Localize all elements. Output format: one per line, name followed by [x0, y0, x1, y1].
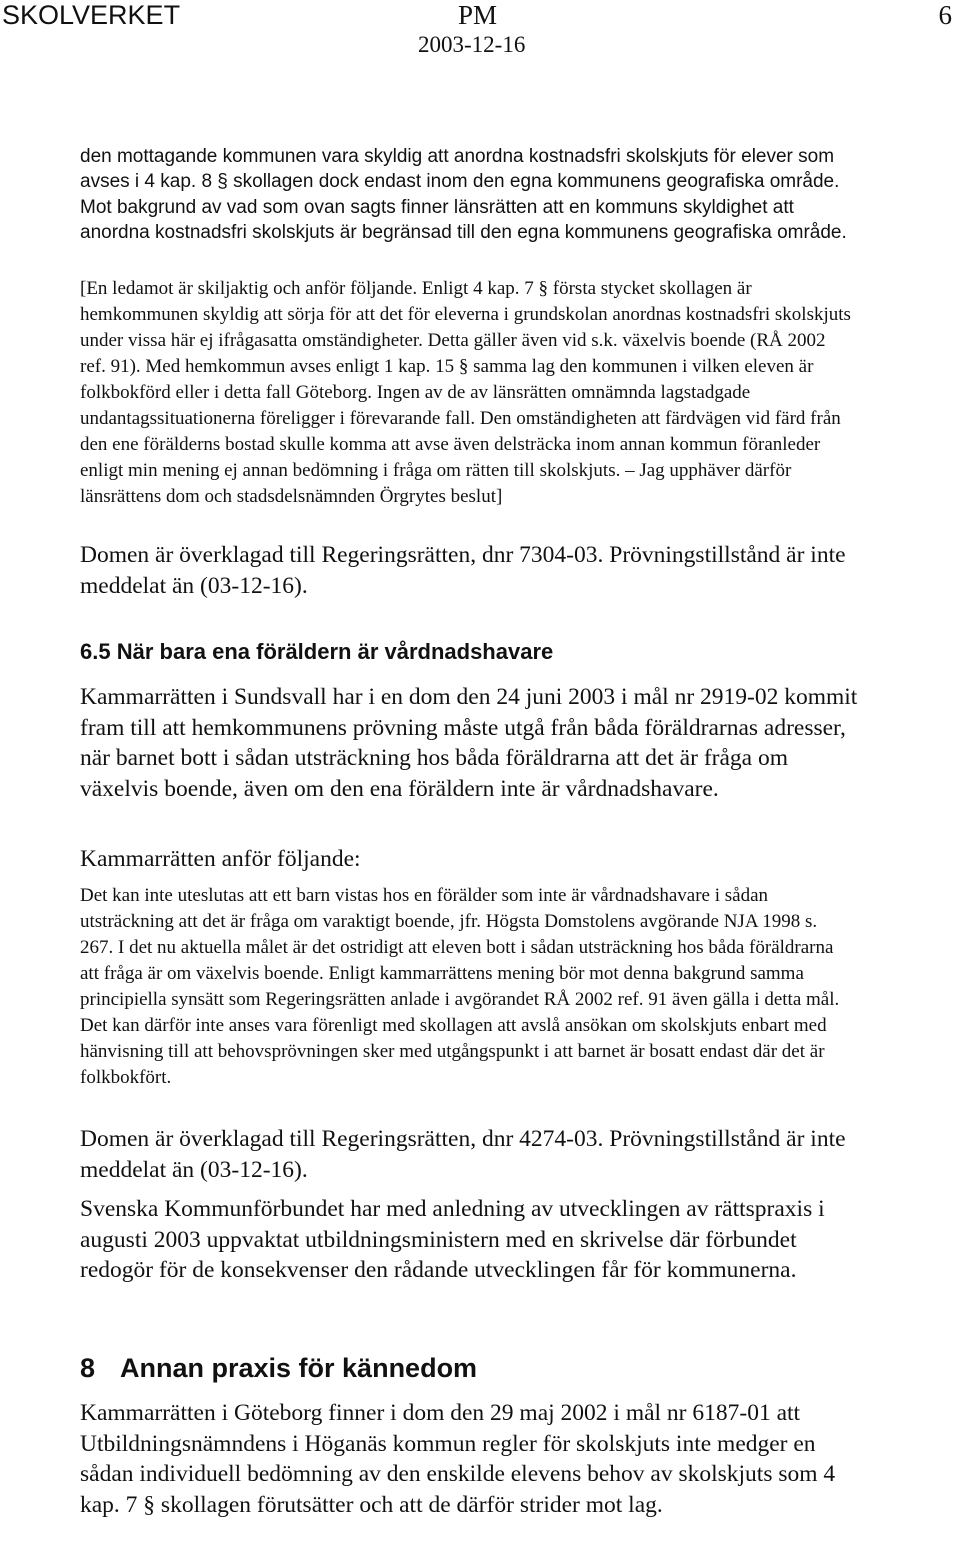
paragraph-kommunforbundet: Svenska Kommunförbundet har med anledning av utvecklingen av rättspraxis i augusti 2003 uppvaktat utbildningsministern med en skrivelse där förbundet redogör för de konsekvenser den rådande utvecklingen får för kommunerna. [80, 1196, 825, 1283]
paragraph-kammarratten-anfor: Kammarrätten anför följande: [80, 846, 361, 872]
section-heading-6-5 [80, 638, 553, 666]
paragraph-lansratten-reasoning: den mottagande kommunen vara skyldig att anordna kostnadsfri skolskjuts för elever som avses i 4 kap. 8 § skollagen dock endast inom den egna kommunens geografiska område. Mot bakgrund av vad som ovan sagts finner länsrätten att en kommuns skyldighet att anordna kostnadsfri skolskjuts är begränsad till den egna kommunens geografiska område. [80, 146, 847, 244]
section-title: När bara ena föräldern är vårdnadshavare [116, 639, 554, 664]
section-heading-8 [80, 1352, 477, 1384]
section-title: Annan praxis för kännedom [120, 1353, 478, 1383]
document-code: PM [458, 0, 498, 30]
paragraph-court-quote: Det kan inte uteslutas att ett barn vistas hos en förälder som inte är vårdnadshavare i sådan utsträckning att det är fråga om varaktigt boende, jfr. Högsta Domstolens avgörande NJA 1998 s. 267. I det nu aktuella målet är det ostridigt att eleven bott i sådan utsträckning hos båda föräldrarna att fråga är om växelvis boende. Enligt kammarrättens mening bör mot denna bakgrund samma principiella synsätt som Regeringsrätten anlade i avgörandet RÅ 2002 ref. 91 även gälla i detta mål. Det kan därför inte anses vara förenligt med skollagen att avslå ansökan om skolskjuts enbart med hänvisning till att behovsprövningen sker med utgångspunkt i att barnet är bosatt endast där det är folkbokfört. [80, 885, 840, 1088]
section-number: 6.5 [80, 639, 111, 664]
page-header [0, 0, 960, 60]
header-date: 2003-12-16 [418, 32, 526, 57]
organization-name: SKOLVERKET [2, 0, 181, 30]
paragraph-appeal-status-1: Domen är överklagad till Regeringsrätten, dnr 7304-03. Prövningstillstånd är inte meddelat än (03-12-16). [80, 542, 846, 599]
paragraph-kammarratten-goteborg: Kammarrätten i Göteborg finner i dom den 29 maj 2002 i mål nr 6187-01 att Utbildningsnämndens i Höganäs kommun regler för skolskjuts inte medger en sådan individuell bedömning av den enskilde elevens behov av skolskjuts som 4 kap. 7 § skollagen förutsätter och att de därför strider mot lag. [80, 1400, 836, 1518]
paragraph-kammarratten-sundsvall: Kammarrätten i Sundsvall har i en dom den 24 juni 2003 i mål nr 2919-02 kommit fram till att hemkommunens prövning måste utgå från båda föräldrarnas adresser, när barnet bott i sådan utsträckning hos båda föräldrarna att det är fråga om växelvis boende, även om den ena föräldern inte är vårdnadshavare. [80, 684, 858, 802]
page-number: 6 [938, 0, 952, 30]
paragraph-appeal-status-2: Domen är överklagad till Regeringsrätten, dnr 4274-03. Prövningstillstånd är inte meddelat än (03-12-16). [80, 1126, 846, 1183]
section-number: 8 [80, 1353, 96, 1383]
paragraph-dissenting-opinion: [En ledamot är skiljaktig och anför följande. Enligt 4 kap. 7 § första stycket skollagen är hemkommunen skyldig att sörja för att det för eleverna i grundskolan anordnas kostnadsfri skolskjuts under vissa här ej ifrågasatta omständigheter. Detta gäller även vid s.k. växelvis boende (RÅ 2002 ref. 91). Med hemkommun avses enligt 1 kap. 15 § samma lag den kommunen i vilken eleven är folkbokförd eller i detta fall Göteborg. Ingen av de av länsrätten omnämnda lagstadgade undantagssituationerna föreligger i förevarande fall. Den omständigheten att färdvägen vid färd från den ene förälderns bostad skulle komma att avse även delsträcka inom annan kommun föranleder enligt min mening ej annan bedömning i fråga om rätten till skolskjuts. – Jag upphäver därför länsrättens dom och stadsdelsnämnden Örgrytes beslut] [80, 278, 851, 507]
